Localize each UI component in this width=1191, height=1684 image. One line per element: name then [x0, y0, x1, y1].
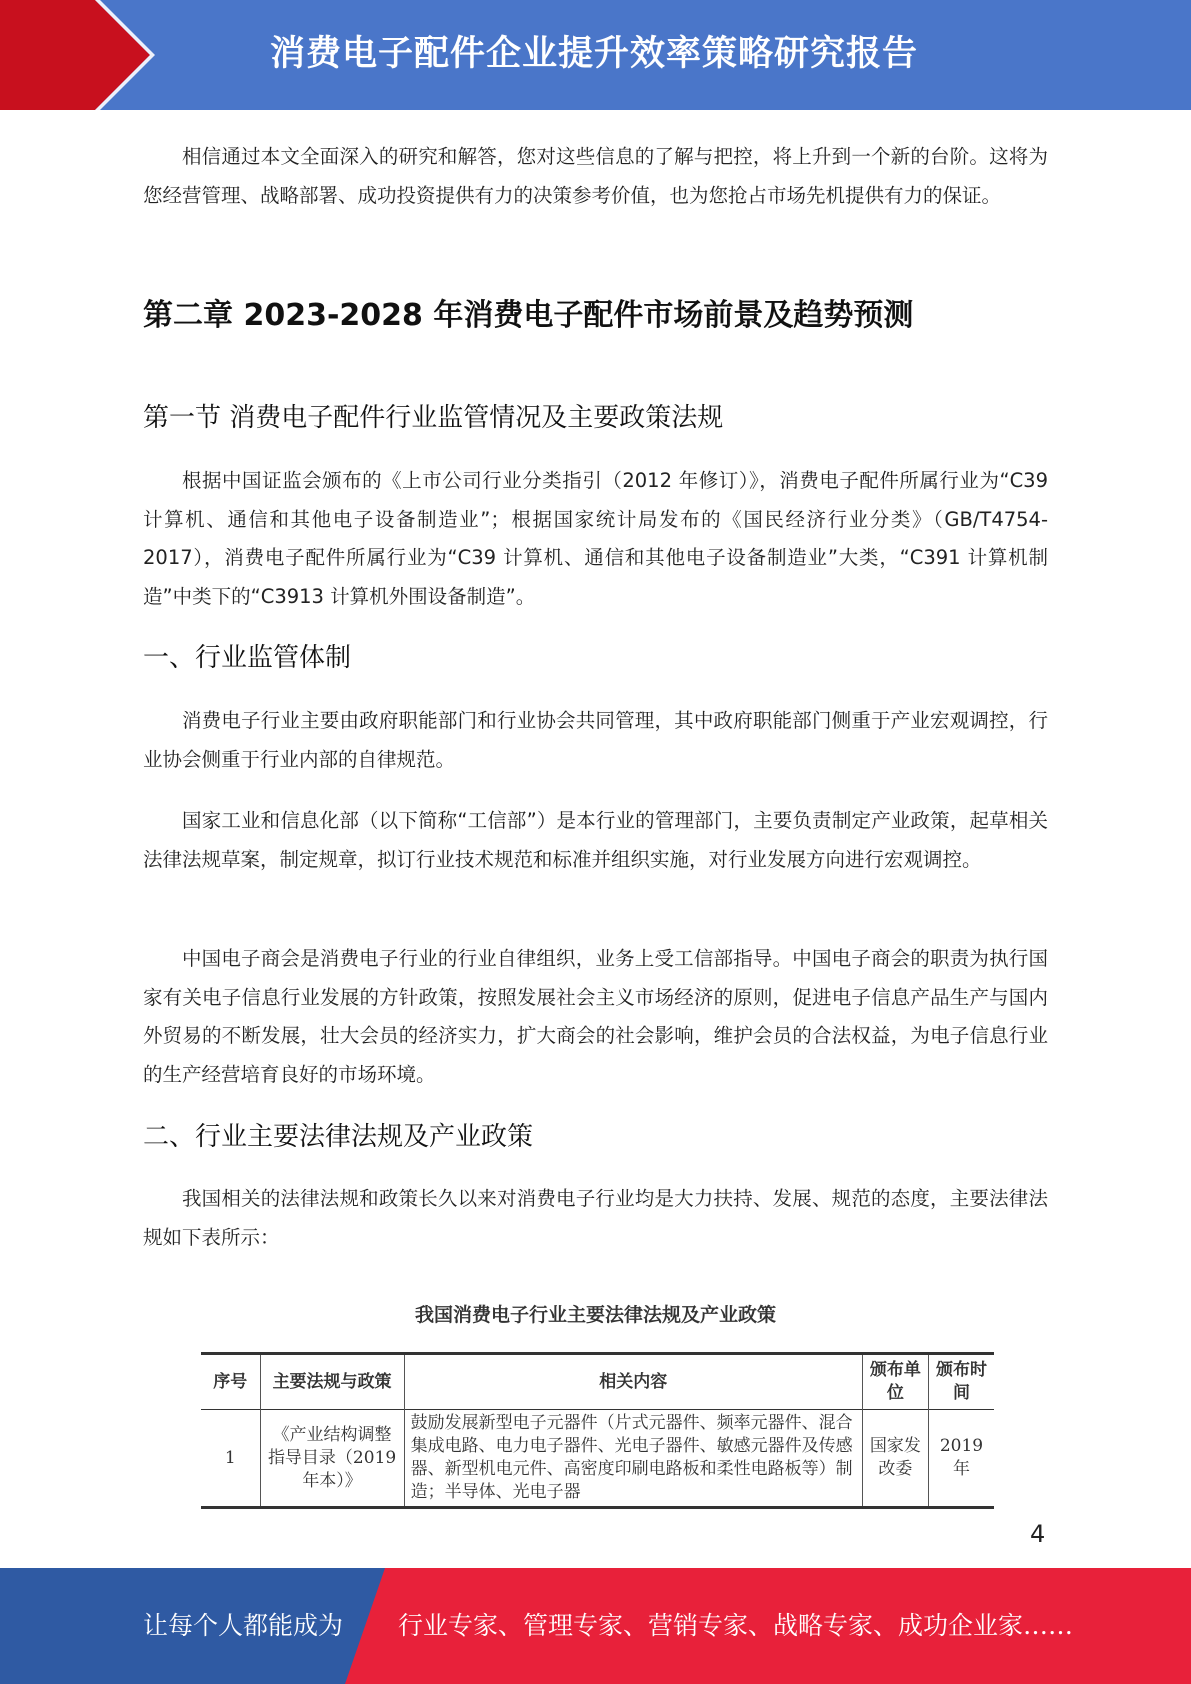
page-header	[0, 0, 1191, 110]
intro-paragraph-block	[143, 138, 1048, 215]
header-cell-issuer: 颁布单位	[862, 1354, 928, 1410]
policy-paragraph-block	[143, 1180, 1048, 1257]
header-cell-content: 相关内容	[404, 1354, 862, 1410]
page-footer	[0, 1568, 1191, 1684]
table-caption: 我国消费电子行业主要法律法规及产业政策	[414, 1304, 776, 1326]
section-title: 第一节 消费电子配件行业监管情况及主要政策法规	[143, 403, 724, 433]
cell-issuer: 国家发改委	[862, 1410, 928, 1508]
cell-year: 2019 年	[928, 1410, 994, 1508]
subsection-title-policy: 二、行业主要法律法规及产业政策	[143, 1122, 534, 1152]
header-cell-name: 主要法规与政策	[260, 1354, 404, 1410]
intro-paragraph: 相信通过本文全面深入的研究和解答，您对这些信息的了解与把控，将上升到一个新的台阶。这将为您经营管理、战略部署、成功投资提供有力的决策参考价值，也为您抢占市场先机提供有力的保证。	[143, 145, 1048, 207]
table-row	[201, 1410, 994, 1508]
policy-table	[201, 1352, 994, 1509]
regulation-paragraph-3-block	[143, 940, 1048, 1094]
header-cell-year: 颁布时间	[928, 1354, 994, 1410]
regulation-paragraph-1-block	[143, 702, 1048, 779]
regulation-paragraph: 消费电子行业主要由政府职能部门和行业协会共同管理，其中政府职能部门侧重于产业宏观调控，行业协会侧重于行业内部的自律规范。	[143, 709, 1048, 771]
footer-slogan-right: 行业专家、管理专家、营销专家、战略专家、成功企业家……	[398, 1611, 1074, 1640]
cell-content: 鼓励发展新型电子元器件（片式元器件、频率元器件、混合集成电路、电力电子器件、光电子器件、敏感元器件及传感器、新型机电元件、高密度印刷电路板和柔性电路板等）制造；半导体、光电子器	[404, 1410, 862, 1508]
policy-paragraph: 我国相关的法律法规和政策长久以来对消费电子行业均是大力扶持、发展、规范的态度，主要法律法规如下表所示：	[143, 1187, 1048, 1249]
regulation-paragraph: 国家工业和信息化部（以下简称“工信部”）是本行业的管理部门，主要负责制定产业政策，起草相关法律法规草案，制定规章，拟订行业技术规范和标准并组织实施，对行业发展方向进行宏观调控。	[143, 809, 1048, 871]
cell-no: 1	[201, 1410, 260, 1508]
cell-name: 《产业结构调整指导目录（2019 年本）》	[260, 1410, 404, 1508]
report-title: 消费电子配件企业提升效率策略研究报告	[270, 34, 919, 74]
section-paragraph: 根据中国证监会颁布的《上市公司行业分类指引（2012 年修订）》，消费电子配件所属行业为“C39 计算机、通信和其他电子设备制造业”；根据国家统计局发布的《国民经济行业分类》（GB/T4754-2017），消费电子配件所属行业为“C39 计算机、通信和其他电子设备制造业”大类，“C391 计算机制造”中类下的“C3913 计算机外围设备制造”。	[143, 469, 1048, 608]
footer-slogan-left: 让每个人都能成为	[143, 1611, 344, 1640]
chapter-title: 第二章 2023-2028 年消费电子配件市场前景及趋势预测	[143, 298, 914, 333]
header-cell-no: 序号	[201, 1354, 260, 1410]
page-number: 4	[1030, 1520, 1046, 1548]
regulation-paragraph: 中国电子商会是消费电子行业的行业自律组织，业务上受工信部指导。中国电子商会的职责为执行国家有关电子信息行业发展的方针政策，按照发展社会主义市场经济的原则，促进电子信息产品生产与国内外贸易的不断发展，壮大会员的经济实力，扩大商会的社会影响，维护会员的合法权益，为电子信息行业的生产经营培育良好的市场环境。	[143, 947, 1048, 1086]
table-header-row	[201, 1354, 994, 1410]
section-paragraph-block	[143, 462, 1048, 616]
subsection-title-regulation: 一、行业监管体制	[143, 643, 352, 673]
regulation-paragraph-2-block	[143, 802, 1048, 879]
